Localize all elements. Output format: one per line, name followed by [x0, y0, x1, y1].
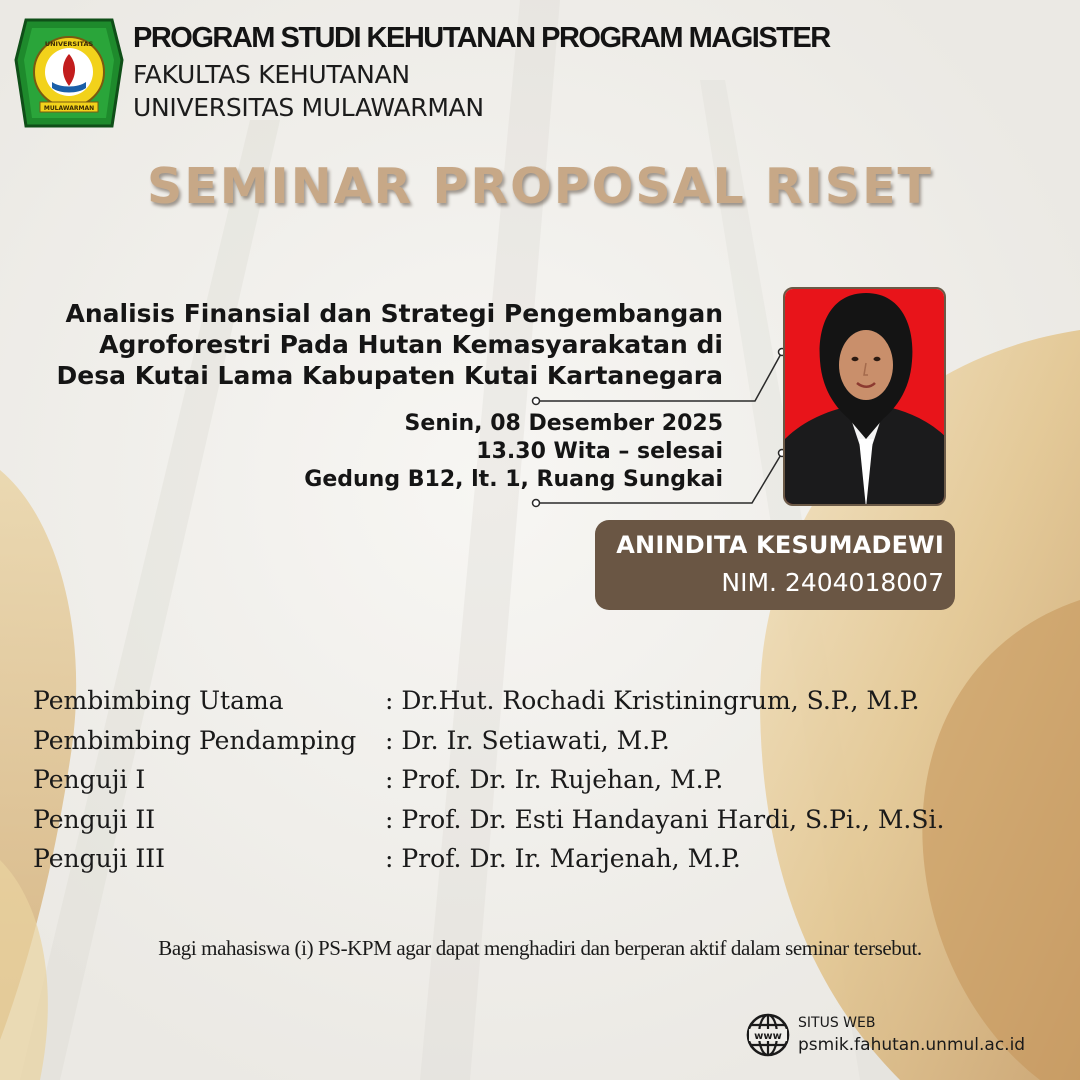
- logo-text-top: UNIVERSITAS: [44, 40, 94, 48]
- research-title-line-1: Analisis Finansial dan Strategi Pengembangan: [65, 299, 723, 328]
- globe-icon: [746, 1013, 790, 1057]
- research-title-line-2: Agroforestri Pada Hutan Kemasyarakatan di: [99, 330, 723, 359]
- research-title-line-3: Desa Kutai Lama Kabupaten Kutai Kartanegara: [56, 361, 723, 390]
- university-heading: UNIVERSITAS MULAWARMAN: [133, 93, 484, 122]
- faculty-heading: FAKULTAS KEHUTANAN: [133, 60, 410, 89]
- committee-member: : Prof. Dr. Ir. Rujehan, M.P.: [385, 765, 724, 794]
- committee-role: Pembimbing Utama: [33, 686, 284, 715]
- committee-role: Penguji I: [33, 765, 146, 794]
- globe-icon-text: www: [754, 1031, 782, 1042]
- committee-role: Penguji III: [33, 844, 166, 873]
- website-link[interactable]: psmik.fahutan.unmul.ac.id: [798, 1035, 1026, 1055]
- university-logo: [12, 16, 126, 130]
- logo-text-bottom: MULAWARMAN: [43, 105, 95, 112]
- committee-member: : Prof. Dr. Ir. Marjenah, M.P.: [385, 844, 741, 873]
- presenter-name: ANINDITA KESUMADEWI: [616, 531, 944, 559]
- page-title: SEMINAR PROPOSAL RISET: [147, 158, 933, 215]
- committee-member: : Dr.Hut. Rochadi Kristiningrum, S.P., M.P.: [385, 686, 920, 715]
- event-date: Senin, 08 Desember 2025: [404, 411, 723, 436]
- website-label: SITUS WEB: [798, 1015, 876, 1031]
- connector-lines: [520, 340, 790, 520]
- event-time: 13.30 Wita – selesai: [476, 439, 723, 464]
- presenter-photo: [783, 287, 946, 506]
- presenter-nim: NIM. 2404018007: [721, 568, 944, 597]
- attendance-note: Bagi mahasiswa (i) PS-KPM agar dapat menghadiri dan berperan aktif dalam seminar tersebut.: [158, 936, 922, 960]
- committee-role: Penguji II: [33, 804, 156, 834]
- event-venue: Gedung B12, lt. 1, Ruang Sungkai: [304, 467, 723, 492]
- committee-member: : Dr. Ir. Setiawati, M.P.: [385, 725, 670, 755]
- committee-role: Pembimbing Pendamping: [33, 725, 357, 755]
- program-heading: PROGRAM STUDI KEHUTANAN PROGRAM MAGISTER: [133, 22, 830, 54]
- committee-member: : Prof. Dr. Esti Handayani Hardi, S.Pi., M.Si.: [385, 804, 945, 834]
